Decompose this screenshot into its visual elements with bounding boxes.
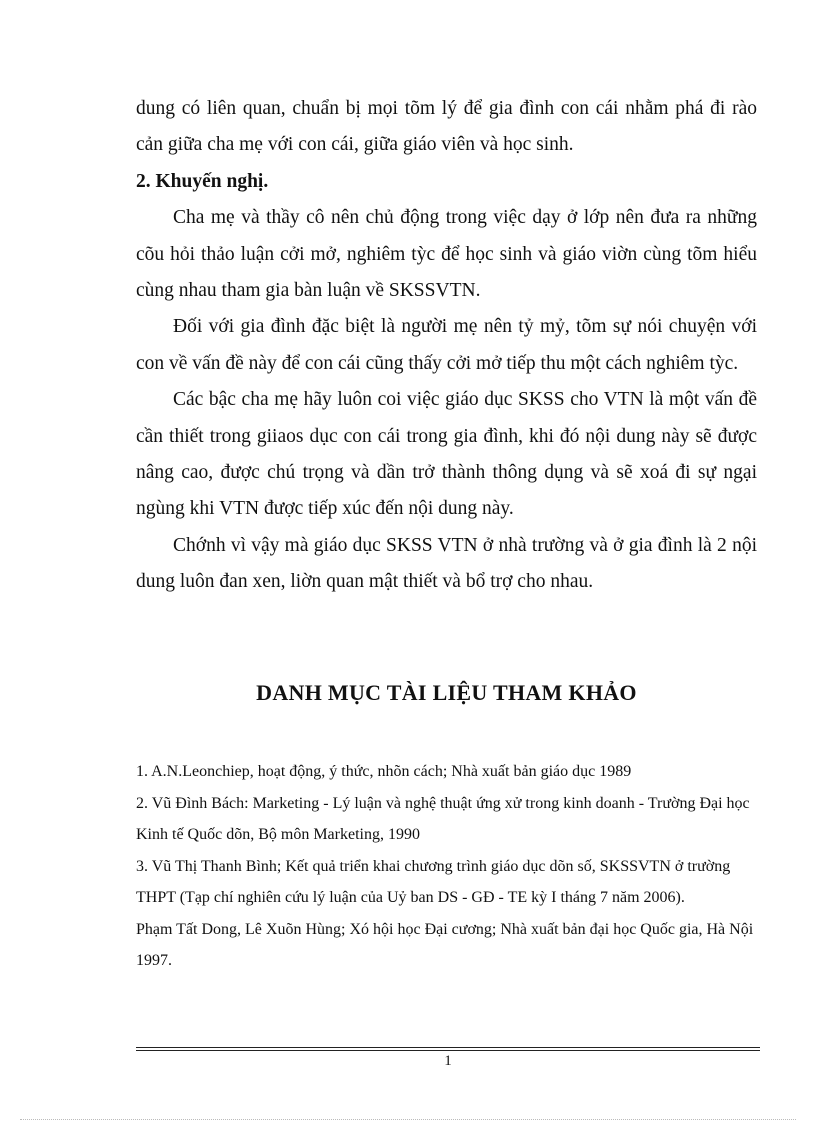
reference-item: 3. Vũ Thị Thanh Bình; Kết quả triển khai chương trình giáo dục dõn số, SKSSVTN ở trường THPT (Tạp chí nghiên cứu lý luận của Uỷ ban DS - GĐ - TE kỳ I tháng 7 năm 2006). [136,857,731,906]
paragraph-recommendation-2: Đối với gia đình đặc biệt là người mẹ nên tỷ mỷ, tõm sự nói chuyện với con về vấn đề này để con cái cũng thấy cởi mở tiếp thu một cách nghiêm tỳc. [136,316,757,374]
reference-item: 1. A.N.Leonchiep, hoạt động, ý thức, nhõn cách; Nhà xuất bản giáo dục 1989 [136,763,632,780]
references-list [136,756,760,977]
reference-item: Phạm Tất Dong, Lê Xuõn Hùng; Xó hội học Đại cương; Nhà xuất bản đại học Quốc gia, Hà Nội 1997. [136,920,754,969]
paragraph-recommendation-3: Các bậc cha mẹ hãy luôn coi việc giáo dục SKSS cho VTN là một vấn đề cần thiết trong giiaos dục con cái trong gia đình, khi đó nội dung này sẽ được nâng cao, được chú trọng và dần trở thành thông dụng và sẽ xoá đi sự ngại ngùng khi VTN được tiếp xúc đến nội dung này. [136,389,757,520]
reference-item: 2. Vũ Đình Bách: Marketing - Lý luận và nghệ thuật ứng xử trong kinh doanh - Trường Đại học Kinh tế Quốc dõn, Bộ môn Marketing, 1990 [136,794,750,843]
paragraph-recommendation-1: Cha mẹ và thầy cô nên chủ động trong việc dạy ở lớp nên đưa ra những cõu hỏi thảo luận cởi mở, nghiêm tỳc để học sinh và giáo viờn cùng tõm hiểu cùng nhau tham gia bàn luận về SKSSVTN. [136,207,757,302]
paragraph-recommendation-4: Chớnh vì vậy mà giáo dục SKSS VTN ở nhà trường và ở gia đình là 2 nội dung luôn đan xen, liờn quan mật thiết và bổ trợ cho nhau. [136,534,757,593]
references-title: DANH MỤC TÀI LIỆU THAM KHẢO [256,680,637,705]
page-number: 1 [444,1053,452,1069]
body-text [136,91,757,601]
page-bottom-edge [20,1119,796,1120]
footer-divider [136,1047,760,1051]
section-heading: 2. Khuyến nghị. [136,170,269,192]
paragraph-continuation: dung có liên quan, chuẩn bị mọi tõm lý để gia đình con cái nhằm phá đi rào cản giữa cha mẹ với con cái, giữa giáo viên và học sinh. [136,98,757,156]
